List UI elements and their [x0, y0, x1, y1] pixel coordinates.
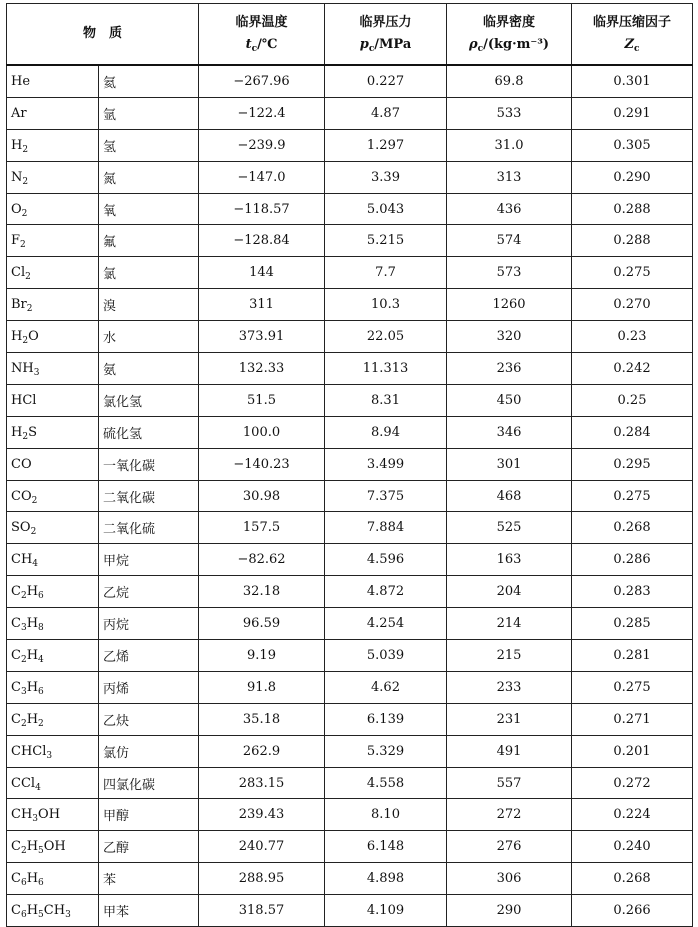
- cell-pc: 4.596: [325, 544, 447, 576]
- cell-rho: 204: [447, 576, 572, 608]
- cell-pc: 4.872: [325, 576, 447, 608]
- cell-rho: 525: [447, 512, 572, 544]
- cell-zc: 0.275: [572, 257, 693, 289]
- cell-pc: 4.558: [325, 767, 447, 799]
- formula-subscript: 3: [20, 686, 27, 697]
- cell-zc: 0.285: [572, 608, 693, 640]
- header-rho-symbol: ρ: [468, 37, 478, 52]
- header-tc-sub: c: [251, 44, 258, 54]
- table-row: [7, 97, 693, 129]
- cell-formula: [7, 97, 99, 129]
- cell-pc: 5.039: [325, 640, 447, 672]
- cell-zc: 0.305: [572, 129, 693, 161]
- formula-subscript: 5: [38, 846, 44, 857]
- cell-formula: [7, 512, 99, 544]
- cell-tc: 311: [199, 289, 325, 321]
- cell-tc: 32.18: [199, 576, 325, 608]
- cell-rho: 468: [447, 480, 572, 512]
- header-pc-unit: /MPa: [374, 37, 412, 52]
- formula-element: SO: [11, 520, 31, 536]
- cell-rho: 306: [447, 863, 572, 895]
- cell-name: 甲烷: [99, 544, 199, 576]
- formula-element: H: [26, 839, 39, 855]
- cell-tc: 318.57: [199, 895, 325, 927]
- cell-zc: 0.283: [572, 576, 693, 608]
- table-row: [7, 703, 693, 735]
- formula-subscript: 3: [46, 750, 53, 761]
- cell-name: 乙醇: [99, 831, 199, 863]
- cell-formula: [7, 640, 99, 672]
- cell-zc: 0.224: [572, 799, 693, 831]
- cell-name: 氩: [99, 97, 199, 129]
- formula-element: C: [11, 839, 21, 855]
- cell-zc: 0.201: [572, 735, 693, 767]
- cell-tc: 288.95: [199, 863, 325, 895]
- formula-element: H: [26, 903, 39, 919]
- formula-element: NH: [11, 360, 34, 376]
- cell-pc: 11.313: [325, 353, 447, 385]
- cell-tc: −239.9: [199, 129, 325, 161]
- table-row: [7, 895, 693, 927]
- cell-tc: 240.77: [199, 831, 325, 863]
- formula-element: CCl: [11, 775, 36, 791]
- cell-tc: 35.18: [199, 703, 325, 735]
- cell-tc: 51.5: [199, 384, 325, 416]
- cell-formula: [7, 703, 99, 735]
- cell-zc: 0.268: [572, 863, 693, 895]
- cell-formula: [7, 384, 99, 416]
- formula-element: C: [11, 584, 21, 600]
- cell-zc: 0.266: [572, 895, 693, 927]
- formula-element: He: [11, 73, 31, 89]
- header-z-label: 临界压缩因子: [593, 15, 672, 30]
- cell-formula: [7, 544, 99, 576]
- cell-formula: [7, 65, 99, 97]
- formula-subscript: 2: [20, 591, 27, 602]
- table-row: [7, 671, 693, 703]
- cell-zc: 0.291: [572, 97, 693, 129]
- cell-name: 氟: [99, 225, 199, 257]
- formula-subscript: 4: [38, 654, 44, 665]
- table-row: [7, 129, 693, 161]
- formula-element: H: [26, 871, 39, 887]
- cell-pc: 4.254: [325, 608, 447, 640]
- formula-element: H: [26, 584, 39, 600]
- cell-name: 乙烷: [99, 576, 199, 608]
- cell-pc: 8.94: [325, 416, 447, 448]
- cell-pc: 4.62: [325, 671, 447, 703]
- cell-pc: 5.215: [325, 225, 447, 257]
- formula-element: OH: [38, 807, 61, 823]
- formula-subscript: 2: [22, 336, 29, 347]
- table-row: [7, 416, 693, 448]
- cell-zc: 0.275: [572, 671, 693, 703]
- cell-zc: 0.290: [572, 161, 693, 193]
- header-pc-label: 临界压力: [359, 15, 412, 30]
- cell-zc: 0.284: [572, 416, 693, 448]
- cell-name: 氯仿: [99, 735, 199, 767]
- cell-pc: 0.227: [325, 65, 447, 97]
- header-rho-unit: /(kg·m⁻³): [483, 37, 550, 52]
- cell-rho: 231: [447, 703, 572, 735]
- cell-name: 一氧化碳: [99, 448, 199, 480]
- formula-subscript: 2: [38, 718, 44, 729]
- cell-rho: 557: [447, 767, 572, 799]
- formula-element: C: [11, 679, 21, 695]
- cell-name: 二氧化硫: [99, 512, 199, 544]
- cell-rho: 313: [447, 161, 572, 193]
- cell-rho: 491: [447, 735, 572, 767]
- cell-formula: [7, 767, 99, 799]
- formula-subscript: 2: [22, 431, 29, 442]
- cell-tc: −122.4: [199, 97, 325, 129]
- formula-subscript: 2: [20, 654, 27, 665]
- formula-subscript: 3: [20, 623, 27, 634]
- header-rho-sub: c: [477, 44, 484, 54]
- formula-element: CO: [11, 456, 32, 472]
- cell-pc: 6.139: [325, 703, 447, 735]
- cell-name: 苯: [99, 863, 199, 895]
- cell-rho: 573: [447, 257, 572, 289]
- cell-formula: [7, 353, 99, 385]
- header-z-sub: c: [634, 44, 640, 54]
- header-critical-temperature: [199, 4, 325, 66]
- formula-subscript: 2: [30, 527, 37, 538]
- cell-formula: [7, 863, 99, 895]
- header-critical-pressure: [325, 4, 447, 66]
- formula-subscript: 5: [38, 910, 44, 921]
- cell-rho: 574: [447, 225, 572, 257]
- formula-element: O: [11, 201, 22, 217]
- cell-rho: 31.0: [447, 129, 572, 161]
- cell-formula: [7, 831, 99, 863]
- formula-element: CH: [43, 903, 66, 919]
- formula-subscript: 6: [38, 686, 44, 697]
- formula-element: N: [11, 169, 23, 185]
- cell-formula: [7, 321, 99, 353]
- cell-name: 乙炔: [99, 703, 199, 735]
- cell-formula: [7, 225, 99, 257]
- table-row: [7, 225, 693, 257]
- table-row: [7, 831, 693, 863]
- formula-element: Br: [11, 297, 27, 313]
- table-row: [7, 193, 693, 225]
- table-row: [7, 544, 693, 576]
- table-header: [7, 4, 693, 66]
- formula-element: F: [11, 233, 21, 249]
- table-row: [7, 321, 693, 353]
- cell-rho: 272: [447, 799, 572, 831]
- table-row: [7, 480, 693, 512]
- table-row: [7, 640, 693, 672]
- cell-name: 氮: [99, 161, 199, 193]
- formula-subscript: 2: [20, 846, 27, 857]
- formula-subscript: 2: [25, 272, 31, 283]
- cell-name: 氧: [99, 193, 199, 225]
- formula-subscript: 4: [35, 782, 41, 793]
- formula-subscript: 2: [20, 240, 26, 251]
- cell-rho: 163: [447, 544, 572, 576]
- table-row: [7, 767, 693, 799]
- cell-rho: 1260: [447, 289, 572, 321]
- cell-pc: 4.87: [325, 97, 447, 129]
- cell-pc: 5.043: [325, 193, 447, 225]
- cell-zc: 0.286: [572, 544, 693, 576]
- table-row: [7, 512, 693, 544]
- cell-name: 氯化氢: [99, 384, 199, 416]
- cell-zc: 0.301: [572, 65, 693, 97]
- formula-subscript: 2: [20, 718, 27, 729]
- cell-formula: [7, 193, 99, 225]
- cell-pc: 1.297: [325, 129, 447, 161]
- formula-element: H: [26, 679, 39, 695]
- cell-formula: [7, 799, 99, 831]
- formula-element: H: [11, 424, 23, 440]
- critical-properties-table: [6, 3, 693, 927]
- formula-element: OH: [43, 839, 66, 855]
- formula-element: Ar: [11, 105, 27, 121]
- cell-pc: 10.3: [325, 289, 447, 321]
- formula-element: H: [26, 647, 39, 663]
- formula-element: Cl: [11, 265, 26, 281]
- cell-pc: 7.884: [325, 512, 447, 544]
- cell-tc: 144: [199, 257, 325, 289]
- table-row: [7, 65, 693, 97]
- table-row: [7, 384, 693, 416]
- cell-name: 水: [99, 321, 199, 353]
- cell-tc: −118.57: [199, 193, 325, 225]
- cell-zc: 0.275: [572, 480, 693, 512]
- cell-formula: [7, 416, 99, 448]
- cell-rho: 214: [447, 608, 572, 640]
- cell-rho: 290: [447, 895, 572, 927]
- formula-element: HCl: [11, 392, 37, 408]
- table-row: [7, 735, 693, 767]
- cell-tc: 91.8: [199, 671, 325, 703]
- cell-name: 丙烯: [99, 671, 199, 703]
- formula-subscript: 6: [38, 878, 44, 889]
- formula-subscript: 2: [31, 495, 38, 506]
- cell-name: 氦: [99, 65, 199, 97]
- cell-tc: 157.5: [199, 512, 325, 544]
- cell-zc: 0.268: [572, 512, 693, 544]
- formula-subscript: 3: [65, 910, 71, 921]
- table-row: [7, 799, 693, 831]
- formula-element: CH: [11, 807, 33, 823]
- table-row: [7, 608, 693, 640]
- cell-name: 溴: [99, 289, 199, 321]
- formula-element: CH: [11, 552, 33, 568]
- cell-formula: [7, 895, 99, 927]
- table-row: [7, 863, 693, 895]
- formula-subscript: 2: [21, 208, 28, 219]
- cell-rho: 236: [447, 353, 572, 385]
- cell-tc: 100.0: [199, 416, 325, 448]
- cell-zc: 0.288: [572, 193, 693, 225]
- cell-zc: 0.272: [572, 767, 693, 799]
- formula-subscript: 8: [38, 623, 44, 634]
- cell-tc: −82.62: [199, 544, 325, 576]
- cell-pc: 6.148: [325, 831, 447, 863]
- formula-subscript: 3: [32, 814, 39, 825]
- cell-pc: 5.329: [325, 735, 447, 767]
- header-substance: 物 质: [7, 4, 199, 66]
- formula-subscript: 6: [38, 591, 44, 602]
- cell-name: 乙烯: [99, 640, 199, 672]
- cell-tc: −128.84: [199, 225, 325, 257]
- cell-pc: 3.39: [325, 161, 447, 193]
- cell-name: 氨: [99, 353, 199, 385]
- formula-element: C: [11, 647, 21, 663]
- header-tc-label: 临界温度: [235, 15, 288, 30]
- cell-zc: 0.240: [572, 831, 693, 863]
- header-pc-sub: c: [368, 44, 375, 54]
- header-pc-symbol: p: [359, 37, 369, 52]
- cell-formula: [7, 576, 99, 608]
- cell-zc: 0.295: [572, 448, 693, 480]
- cell-rho: 533: [447, 97, 572, 129]
- formula-subscript: 2: [26, 304, 33, 315]
- cell-tc: −147.0: [199, 161, 325, 193]
- cell-rho: 436: [447, 193, 572, 225]
- cell-name: 甲苯: [99, 895, 199, 927]
- cell-zc: 0.242: [572, 353, 693, 385]
- cell-name: 二氧化碳: [99, 480, 199, 512]
- cell-formula: [7, 671, 99, 703]
- cell-tc: 283.15: [199, 767, 325, 799]
- formula-subscript: 2: [22, 176, 29, 187]
- cell-pc: 3.499: [325, 448, 447, 480]
- cell-pc: 7.7: [325, 257, 447, 289]
- formula-element: CO: [11, 488, 32, 504]
- formula-element: H: [26, 616, 39, 632]
- cell-formula: [7, 448, 99, 480]
- cell-tc: 30.98: [199, 480, 325, 512]
- cell-pc: 4.109: [325, 895, 447, 927]
- cell-formula: [7, 161, 99, 193]
- formula-element: CHCl: [11, 743, 47, 759]
- cell-pc: 7.375: [325, 480, 447, 512]
- formula-subscript: 4: [32, 559, 39, 570]
- cell-rho: 450: [447, 384, 572, 416]
- header-tc-unit: /℃: [257, 37, 278, 52]
- cell-zc: 0.281: [572, 640, 693, 672]
- formula-subscript: 2: [22, 144, 29, 155]
- formula-element: H: [11, 137, 23, 153]
- cell-tc: 132.33: [199, 353, 325, 385]
- table-body: [7, 65, 693, 927]
- cell-rho: 215: [447, 640, 572, 672]
- formula-subscript: 6: [20, 910, 27, 921]
- cell-name: 丙烷: [99, 608, 199, 640]
- cell-tc: 96.59: [199, 608, 325, 640]
- table-row: [7, 448, 693, 480]
- formula-subscript: 3: [33, 367, 40, 378]
- cell-rho: 301: [447, 448, 572, 480]
- table-row: [7, 257, 693, 289]
- header-tc-symbol: t: [245, 37, 252, 52]
- cell-formula: [7, 289, 99, 321]
- cell-pc: 8.10: [325, 799, 447, 831]
- cell-rho: 276: [447, 831, 572, 863]
- header-rho-label: 临界密度: [483, 15, 536, 30]
- cell-zc: 0.25: [572, 384, 693, 416]
- cell-zc: 0.288: [572, 225, 693, 257]
- table-row: [7, 289, 693, 321]
- formula-element: H: [26, 711, 39, 727]
- cell-rho: 69.8: [447, 65, 572, 97]
- formula-element: C: [11, 616, 21, 632]
- cell-zc: 0.271: [572, 703, 693, 735]
- cell-name: 氯: [99, 257, 199, 289]
- cell-name: 四氯化碳: [99, 767, 199, 799]
- cell-pc: 8.31: [325, 384, 447, 416]
- header-critical-density: [447, 4, 572, 66]
- formula-subscript: 6: [20, 878, 27, 889]
- formula-element: C: [11, 871, 21, 887]
- cell-tc: −140.23: [199, 448, 325, 480]
- header-critical-compressibility: [572, 4, 693, 66]
- formula-element: O: [28, 329, 39, 345]
- cell-tc: 239.43: [199, 799, 325, 831]
- cell-rho: 346: [447, 416, 572, 448]
- cell-pc: 4.898: [325, 863, 447, 895]
- formula-element: C: [11, 903, 21, 919]
- cell-zc: 0.23: [572, 321, 693, 353]
- cell-tc: −267.96: [199, 65, 325, 97]
- cell-formula: [7, 480, 99, 512]
- formula-element: H: [11, 329, 23, 345]
- formula-element: S: [28, 424, 37, 440]
- formula-element: C: [11, 711, 21, 727]
- cell-formula: [7, 129, 99, 161]
- cell-pc: 22.05: [325, 321, 447, 353]
- cell-name: 氢: [99, 129, 199, 161]
- cell-tc: 9.19: [199, 640, 325, 672]
- cell-rho: 320: [447, 321, 572, 353]
- cell-name: 甲醇: [99, 799, 199, 831]
- header-z-symbol: Z: [624, 37, 635, 52]
- table-row: [7, 576, 693, 608]
- table-row: [7, 353, 693, 385]
- cell-formula: [7, 257, 99, 289]
- cell-rho: 233: [447, 671, 572, 703]
- cell-name: 硫化氢: [99, 416, 199, 448]
- cell-tc: 262.9: [199, 735, 325, 767]
- table-row: [7, 161, 693, 193]
- cell-formula: [7, 735, 99, 767]
- cell-zc: 0.270: [572, 289, 693, 321]
- cell-formula: [7, 608, 99, 640]
- cell-tc: 373.91: [199, 321, 325, 353]
